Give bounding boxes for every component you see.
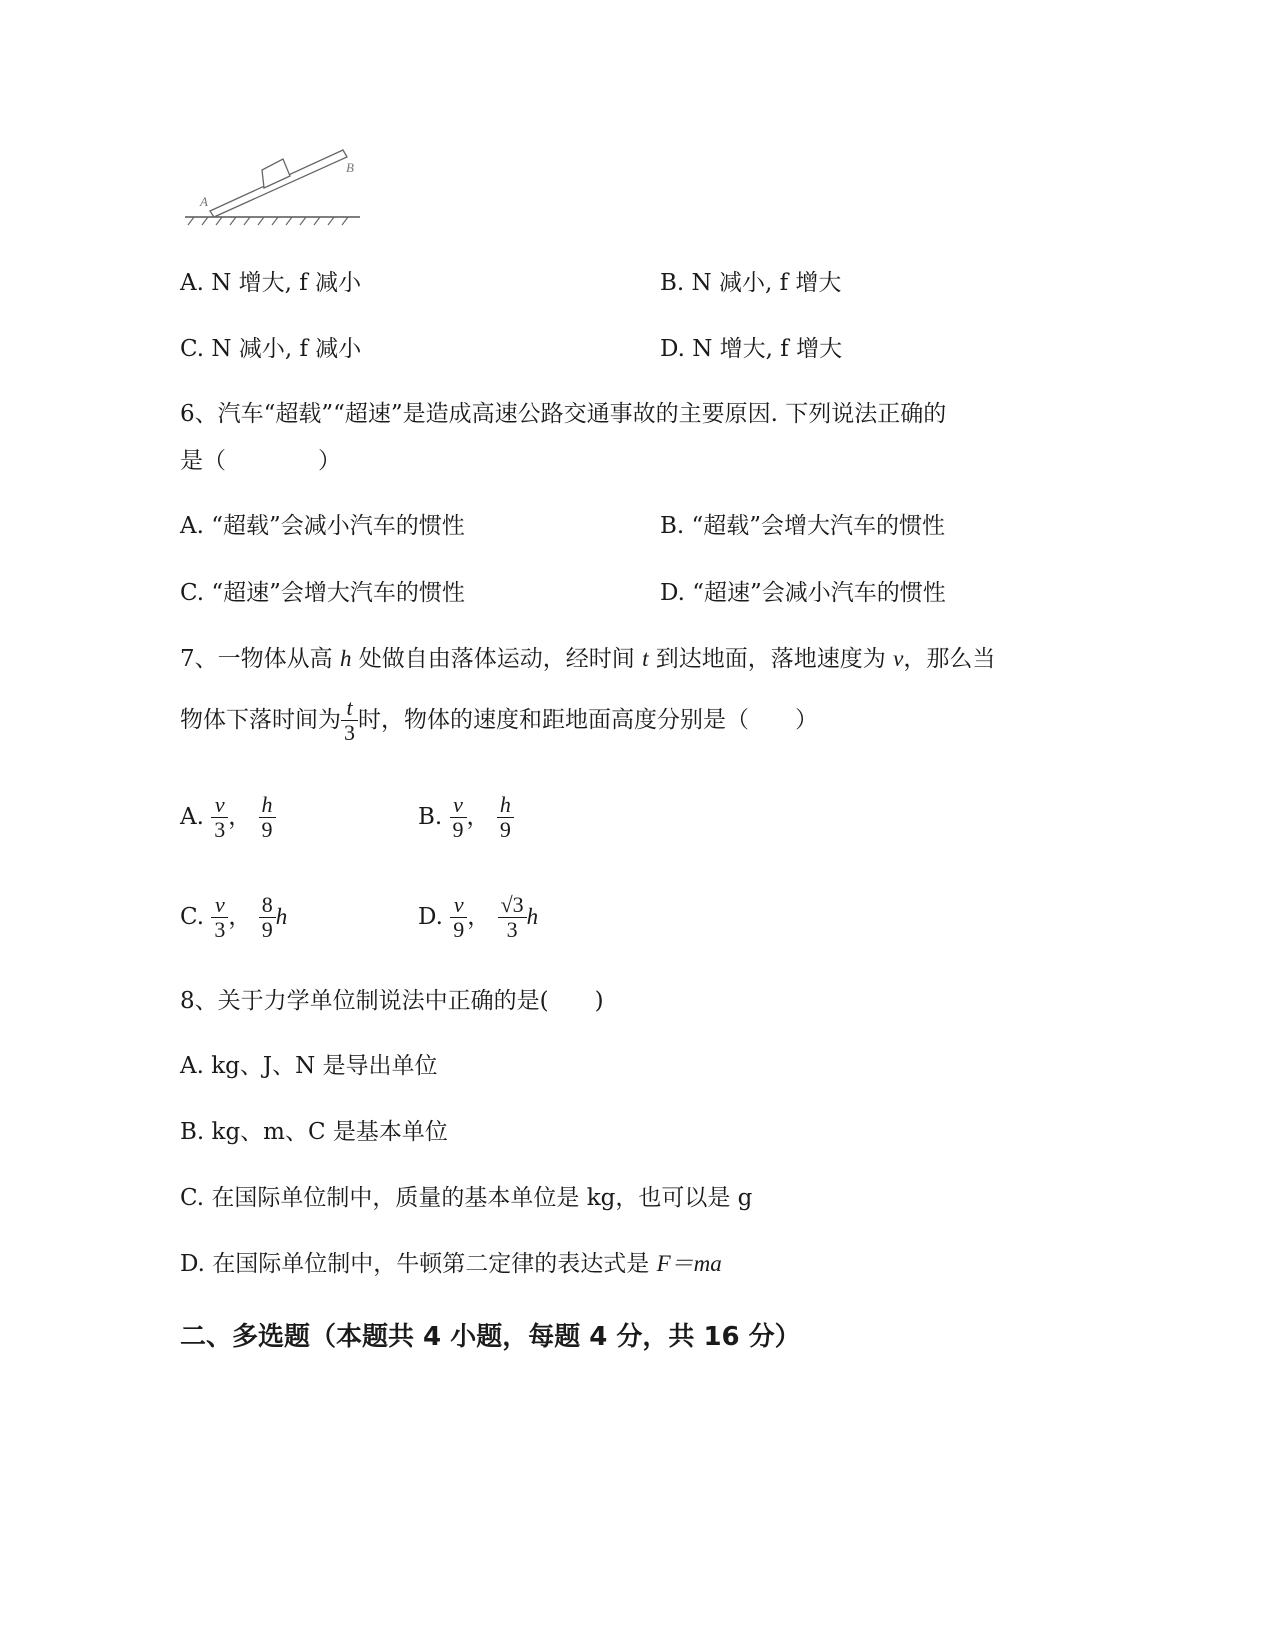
- q7-text: 物体下落时间为: [180, 707, 341, 733]
- frac-den: 3: [214, 916, 226, 942]
- fraction-t-over-3: [341, 696, 358, 745]
- q5-option-b: B. N 减小, f 增大: [660, 270, 842, 296]
- frac-num: v: [211, 893, 228, 918]
- fraction: [259, 793, 276, 842]
- q5-option-d: D. N 增大, f 增大: [660, 336, 843, 362]
- q7-text: 处做自由落体运动，经时间: [351, 646, 643, 672]
- frac-num: v: [450, 893, 467, 918]
- q8-option-c: C. 在国际单位制中，质量的基本单位是 kg，也可以是 g: [180, 1185, 753, 1211]
- fraction: [450, 893, 467, 942]
- q8-option-d-text: D. 在国际单位制中，牛顿第二定律的表达式是: [180, 1251, 657, 1277]
- var-t: t: [642, 646, 649, 671]
- option-label: A.: [180, 804, 204, 830]
- frac-num: v: [211, 793, 228, 818]
- option-label: B.: [418, 804, 443, 830]
- frac-den: 9: [453, 916, 465, 942]
- q7-stem-line1: [180, 644, 995, 674]
- frac-den: 3: [214, 816, 226, 842]
- q6-option-c: C. “超速”会增大汽车的惯性: [180, 580, 465, 606]
- q5-option-a: A. N 增大, f 减小: [180, 270, 362, 296]
- q7-text: 7、一物体从高: [180, 646, 340, 672]
- q6-stem-line2: 是（ ）: [180, 448, 341, 474]
- fraction: [259, 893, 276, 942]
- frac-den: 9: [452, 816, 464, 842]
- q6-option-b: B. “超载”会增大汽车的惯性: [660, 513, 946, 539]
- q7-text: 时，物体的速度和距地面高度分别是（ ）: [358, 707, 818, 733]
- q7-text: ，那么当: [903, 646, 996, 672]
- section-heading: 二、多选题（本题共 4 小题，每题 4 分，共 16 分）: [180, 1322, 801, 1352]
- q7-text: 到达地面，落地速度为: [648, 646, 894, 672]
- frac-num: v: [450, 793, 467, 818]
- fraction: [498, 893, 527, 942]
- separator: ，: [467, 904, 491, 930]
- frac-num: h: [259, 793, 276, 818]
- q7-option-a: [180, 786, 276, 847]
- option-label: D.: [418, 904, 443, 930]
- separator: ，: [228, 804, 252, 830]
- frac-num: h: [497, 793, 514, 818]
- frac-num-sqrt: √3: [498, 893, 527, 918]
- q6-stem-line1: 6、汽车“超载”“超速”是造成高速公路交通事故的主要原因. 下列说法正确的: [180, 401, 947, 427]
- var-v: v: [893, 646, 904, 671]
- fraction: [450, 793, 467, 842]
- frac-den: 9: [499, 816, 511, 842]
- formula: F＝ma: [656, 1251, 722, 1276]
- fraction: [211, 893, 228, 942]
- frac-den: 9: [261, 916, 273, 942]
- fraction: [211, 793, 228, 842]
- q5-option-c: C. N 减小, f 减小: [180, 336, 362, 362]
- q7-option-c: [180, 886, 287, 947]
- frac-den: 3: [506, 916, 518, 942]
- q7-stem-line2: [180, 692, 818, 747]
- separator: ，: [466, 804, 490, 830]
- separator: ，: [228, 904, 252, 930]
- q8-option-a: A. kg、J、N 是导出单位: [180, 1053, 438, 1079]
- fraction: [497, 793, 514, 842]
- var-h: h: [275, 904, 288, 929]
- frac-num: t: [341, 696, 358, 721]
- frac-num: 8: [259, 893, 276, 918]
- point-b-label: B: [346, 160, 354, 175]
- q7-option-d: [418, 886, 538, 947]
- q6-option-a: A. “超载”会减小汽车的惯性: [180, 513, 465, 539]
- q8-option-b: B. kg、m、C 是基本单位: [180, 1119, 448, 1145]
- frac-den: 9: [261, 816, 273, 842]
- frac-den: 3: [344, 719, 355, 745]
- point-a-label: A: [200, 194, 208, 209]
- incline-diagram: [180, 145, 370, 235]
- q6-option-d: D. “超速”会减小汽车的惯性: [660, 580, 946, 606]
- q8-stem: 8、关于力学单位制说法中正确的是( ): [180, 988, 604, 1014]
- q8-option-d: [180, 1249, 722, 1279]
- option-label: C.: [180, 904, 205, 930]
- var-h: h: [526, 904, 539, 929]
- var-h: h: [339, 646, 352, 671]
- q7-option-b: [418, 786, 514, 847]
